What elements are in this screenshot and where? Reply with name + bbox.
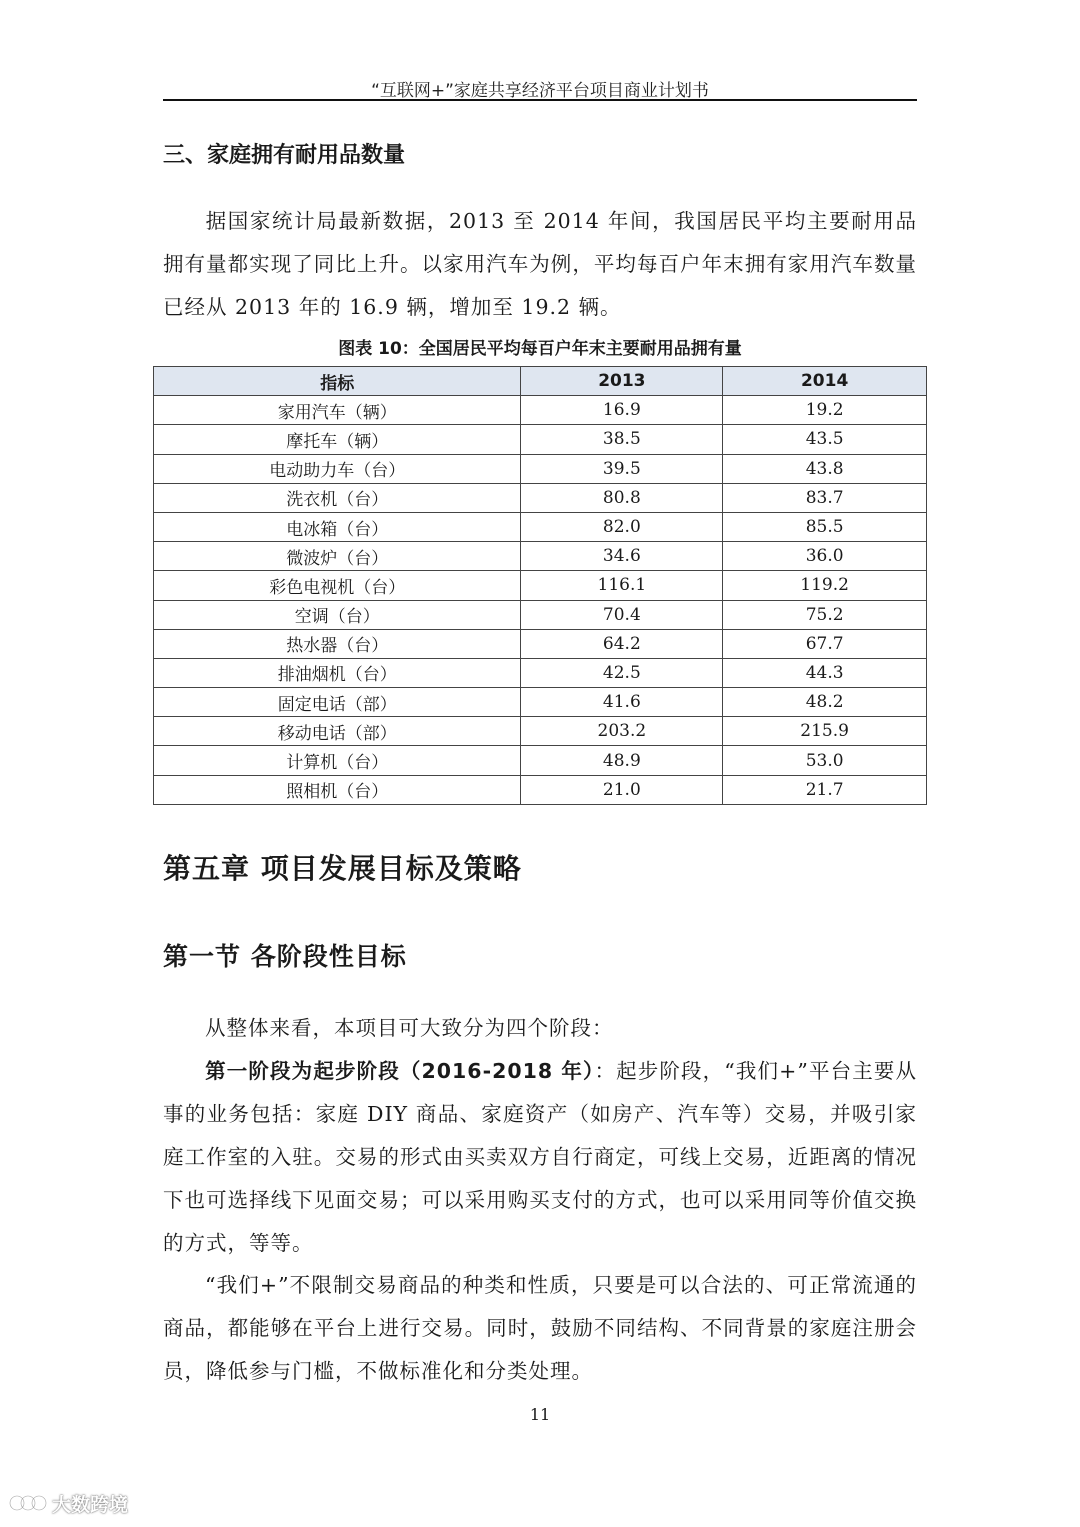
indicator-cell: 照相机（台） [154, 775, 521, 804]
value-cell: 70.4 [521, 600, 723, 629]
table-row [154, 454, 927, 483]
paragraph-two: “我们+”不限制交易商品的种类和性质，只要是可以合法的、可正常流通的商品，都能够在平台上进行交易。同时，鼓励不同结构、不同背景的家庭注册会员，降低参与门槛，不做标准化和分类处理。 [163, 1273, 917, 1383]
value-cell: 48.9 [521, 746, 723, 775]
chapter-title: 第五章 项目发展目标及策略 [163, 852, 522, 885]
table-row [154, 600, 927, 629]
value-cell: 203.2 [521, 717, 723, 746]
value-cell: 116.1 [521, 571, 723, 600]
value-cell: 215.9 [723, 717, 927, 746]
value-cell: 21.7 [723, 775, 927, 804]
value-cell: 21.0 [521, 775, 723, 804]
table-header-cell: 指标 [154, 367, 521, 396]
indicator-cell: 电冰箱（台） [154, 512, 521, 541]
value-cell: 80.8 [521, 483, 723, 512]
stage1-lead: 第一阶段为起步阶段（2016-2018 年） [205, 1059, 595, 1083]
table-row [154, 571, 927, 600]
value-cell: 36.0 [723, 542, 927, 571]
value-cell: 43.5 [723, 425, 927, 454]
header-rule [163, 99, 917, 101]
brand-logo-icon [8, 1490, 48, 1516]
table-row [154, 542, 927, 571]
value-cell: 82.0 [521, 512, 723, 541]
value-cell: 67.7 [723, 629, 927, 658]
watermark [8, 1488, 128, 1518]
value-cell: 41.6 [521, 688, 723, 717]
section-three-heading: 三、家庭拥有耐用品数量 [163, 143, 406, 168]
indicator-cell: 固定电话（部） [154, 688, 521, 717]
indicator-cell: 洗衣机（台） [154, 483, 521, 512]
table-header-cell: 2013 [521, 367, 723, 396]
intro-paragraph: 从整体来看，本项目可大致分为四个阶段： [205, 1016, 614, 1040]
value-cell: 44.3 [723, 658, 927, 687]
table-row [154, 746, 927, 775]
value-cell: 19.2 [723, 396, 927, 425]
table-row [154, 688, 927, 717]
page-number: 11 [529, 1405, 551, 1424]
table-row [154, 512, 927, 541]
value-cell: 43.8 [723, 454, 927, 483]
stage1-paragraph [163, 1050, 917, 1265]
indicator-cell: 空调（台） [154, 600, 521, 629]
indicator-cell: 摩托车（辆） [154, 425, 521, 454]
indicator-cell: 计算机（台） [154, 746, 521, 775]
value-cell: 42.5 [521, 658, 723, 687]
indicator-cell: 热水器（台） [154, 629, 521, 658]
indicator-cell: 家用汽车（辆） [154, 396, 521, 425]
table-row [154, 658, 927, 687]
table-row [154, 483, 927, 512]
indicator-cell: 电动助力车（台） [154, 454, 521, 483]
stage1-text: ：起步阶段，“我们+”平台主要从事的业务包括：家庭 DIY 商品、家庭资产（如房产、汽车等）交易，并吸引家庭工作室的入驻。交易的形式由买卖双方自行商定，可线上交易，近距离的情况下也可选择线下见面交易；可以采用购买支付的方式，也可以采用同等价值交换的方式，等等。 [163, 1059, 917, 1255]
value-cell: 48.2 [723, 688, 927, 717]
section-three-paragraph: 据国家统计局最新数据，2013 至 2014 年间，我国居民平均主要耐用品拥有量都实现了同比上升。以家用汽车为例，平均每百户年末拥有家用汽车数量已经从 2013 年的 16.9 辆，增加至 19.2 辆。 [163, 209, 917, 319]
value-cell: 53.0 [723, 746, 927, 775]
indicator-cell: 移动电话（部） [154, 717, 521, 746]
table-header-cell: 2014 [723, 367, 927, 396]
table-row [154, 717, 927, 746]
table-row [154, 629, 927, 658]
table-caption: 图表 10：全国居民平均每百户年末主要耐用品拥有量 [338, 339, 742, 359]
value-cell: 34.6 [521, 542, 723, 571]
value-cell: 64.2 [521, 629, 723, 658]
section-title: 第一节 各阶段性目标 [163, 942, 407, 971]
table-row [154, 425, 927, 454]
value-cell: 38.5 [521, 425, 723, 454]
page-header: “互联网+”家庭共享经济平台项目商业计划书 [371, 81, 709, 101]
durables-table [153, 366, 927, 805]
table-row [154, 775, 927, 804]
table-header-row [154, 367, 927, 396]
indicator-cell: 彩色电视机（台） [154, 571, 521, 600]
value-cell: 75.2 [723, 600, 927, 629]
value-cell: 119.2 [723, 571, 927, 600]
value-cell: 39.5 [521, 454, 723, 483]
value-cell: 83.7 [723, 483, 927, 512]
indicator-cell: 微波炉（台） [154, 542, 521, 571]
indicator-cell: 排油烟机（台） [154, 658, 521, 687]
value-cell: 85.5 [723, 512, 927, 541]
watermark-text: 大数跨境 [52, 1493, 129, 1516]
value-cell: 16.9 [521, 396, 723, 425]
table-row [154, 396, 927, 425]
